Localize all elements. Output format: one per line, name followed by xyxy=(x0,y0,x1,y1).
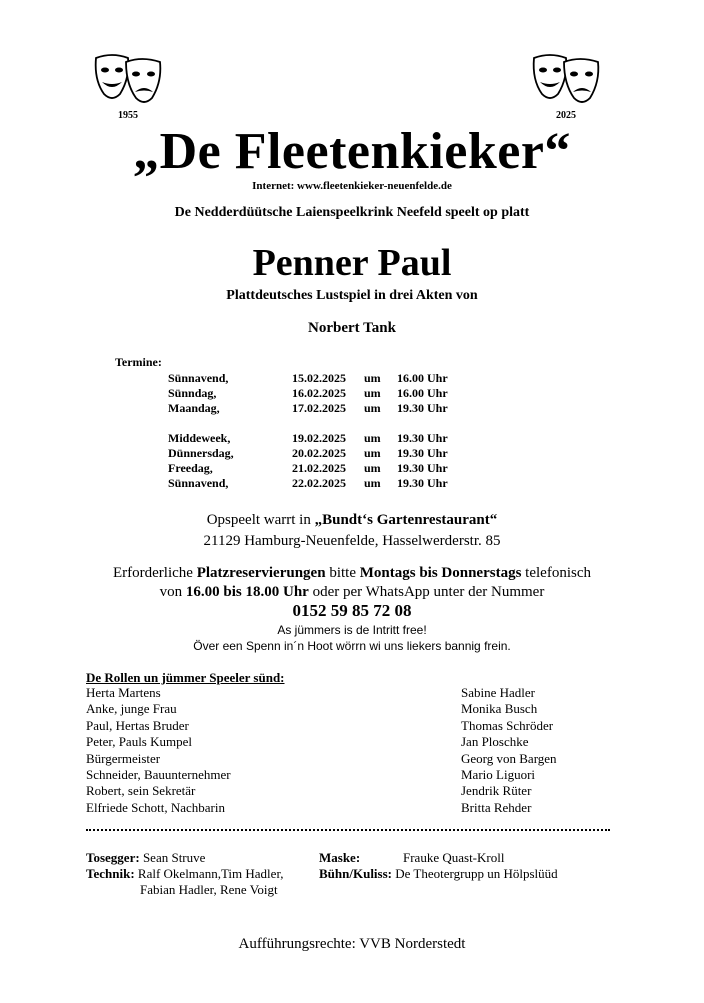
crew-technik: Technik: Ralf Okelmann,Tim Hadler, xyxy=(86,866,284,881)
actor-item: Britta Rehder xyxy=(461,799,532,815)
actor-item: Thomas Schröder xyxy=(461,717,554,733)
role-item: Anke, junge Frau xyxy=(86,701,177,717)
play-subtitle: Plattdeutsches Lustspiel in drei Akten von xyxy=(226,288,478,303)
schedule-row: Maandag, 17.02.2025 um 19.30 Uhr xyxy=(168,401,448,415)
venue-name: „Bundt‘s Gartenrestaurant“ xyxy=(314,512,498,528)
phone-number: 0152 59 85 72 08 xyxy=(292,601,412,620)
role-item: Paul, Hertas Bruder xyxy=(86,717,189,733)
play-title: Penner Paul xyxy=(252,242,452,284)
actor-item: Georg von Bargen xyxy=(461,750,557,766)
actor-item: Jan Ploschke xyxy=(461,734,529,750)
schedule-row: Middeweek, 19.02.2025 um 19.30 Uhr xyxy=(168,431,448,445)
role-item: Bürgermeister xyxy=(86,750,161,766)
role-list xyxy=(86,685,231,816)
donation-note: Över een Spenn in´n Hoot wörrn wi uns liekers bannig frein. xyxy=(193,639,511,653)
actor-list xyxy=(461,685,557,816)
group-title: „De Fleetenkieker“ xyxy=(133,123,571,180)
reservation-line-2: von 16.00 bis 18.00 Uhr oder per WhatsApp unter der Nummer xyxy=(159,584,545,600)
schedule-row: Dünnersdag, 20.02.2025 um 19.30 Uhr xyxy=(168,446,448,460)
group-subtitle: De Nedderdüütsche Laienspeelkrink Neefeld speelt op platt xyxy=(174,205,530,220)
free-entry-note: As jümmers is de Intritt free! xyxy=(277,623,427,637)
year-right: 2025 xyxy=(556,110,576,121)
role-item: Schneider, Bauunternehmer xyxy=(86,766,231,782)
schedule-label: Termine: xyxy=(115,355,162,369)
schedule-row: Sünnavend, 15.02.2025 um 16.00 Uhr xyxy=(168,371,448,385)
actor-item: Mario Liguori xyxy=(461,766,536,782)
reservation-line-1: Erforderliche Platzreservierungen bitte Montags bis Donnerstags telefonisch xyxy=(113,565,591,581)
actor-item: Monika Busch xyxy=(461,701,538,717)
actor-item: Jendrik Rüter xyxy=(461,783,532,799)
theatre-masks-icon-right xyxy=(528,50,608,110)
schedule-table xyxy=(168,371,448,491)
dotted-divider xyxy=(86,829,610,831)
play-author: Norbert Tank xyxy=(308,320,396,336)
rights-footer: Aufführungsrechte: VVB Norderstedt xyxy=(238,936,466,952)
theatre-masks-icon-left xyxy=(90,50,170,110)
role-item: Robert, sein Sekretär xyxy=(86,783,196,799)
crew-stage: Bühn/Kuliss: De Theotergrupp un Hölpslüüd xyxy=(319,866,558,881)
crew-makeup: Frauke Quast-Kroll xyxy=(403,850,505,865)
venue-line: Opspeelt warrt in „Bundt‘s Gartenrestaurant“ xyxy=(206,512,498,528)
cast-heading: De Rollen un jümmer Speeler sünd: xyxy=(86,670,285,685)
venue-address: 21129 Hamburg-Neuenfelde, Hasselwerderstr. 85 xyxy=(203,533,501,549)
role-item: Elfriede Schott, Nachbarin xyxy=(86,799,225,815)
year-left: 1955 xyxy=(118,110,138,121)
schedule-row: Freedag, 21.02.2025 um 19.30 Uhr xyxy=(168,461,448,475)
actor-item: Sabine Hadler xyxy=(461,685,536,700)
schedule-row: Sünndag, 16.02.2025 um 16.00 Uhr xyxy=(168,386,448,400)
role-item: Peter, Pauls Kumpel xyxy=(86,734,192,750)
role-item: Herta Martens xyxy=(86,685,161,700)
crew-technik-cont: Fabian Hadler, Rene Voigt xyxy=(140,882,278,897)
crew-director: Tosegger: Sean Struve xyxy=(86,850,206,865)
schedule-row: Sünnavend, 22.02.2025 um 19.30 Uhr xyxy=(168,476,448,490)
crew-makeup-label: Maske: xyxy=(319,850,361,865)
website-line: Internet: www.fleetenkieker-neuenfelde.de xyxy=(252,180,452,192)
